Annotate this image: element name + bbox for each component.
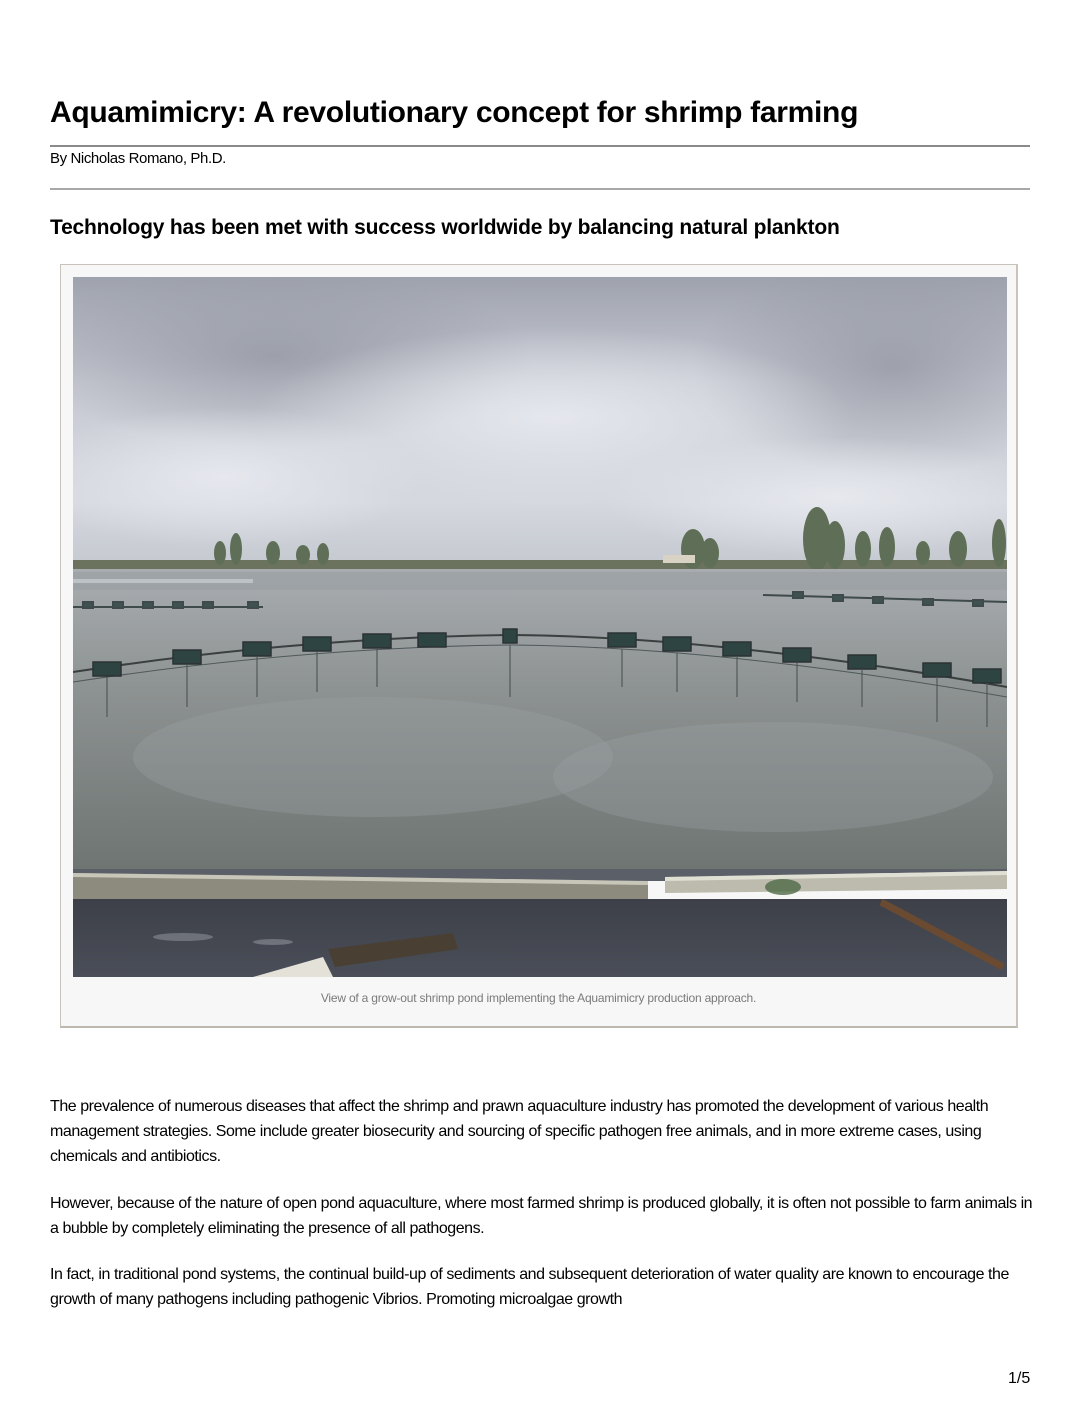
paragraph: In fact, in traditional pond systems, the continual build-up of sediments and subsequent deterioration of water quality are known to encourage the growth of many pathogens including pathogenic Vibrios. Promoting microalgae growth — [50, 1266, 1009, 1308]
figure-caption: View of a grow-out shrimp pond implementing the Aquamimicry production approach. — [320, 991, 757, 1005]
figure — [60, 264, 1018, 1028]
article-subtitle: Technology has been met with success worldwide by balancing natural plankton — [50, 216, 840, 239]
title-divider — [50, 145, 1030, 147]
byline-divider — [50, 188, 1030, 190]
paragraph: However, because of the nature of open pond aquaculture, where most farmed shrimp is produced globally, it is often not possible to farm animals in a bubble by completely eliminating the presence of all pathogens. — [50, 1195, 1033, 1237]
paragraph: The prevalence of numerous diseases that affect the shrimp and prawn aquaculture industry has promoted the development of various health management strategies. Some include greater biosecurity and sourcing of specific pathogen free animals, and in more extreme cases, using chemicals and antibiotics. — [50, 1098, 989, 1165]
article-title: Aquamimicry: A revolutionary concept for shrimp farming — [50, 96, 859, 129]
pond-liner — [73, 899, 1007, 977]
pond-photo — [73, 277, 1007, 977]
byline: By Nicholas Romano, Ph.D. — [50, 150, 226, 167]
page-number: 1/5 — [1008, 1370, 1031, 1387]
